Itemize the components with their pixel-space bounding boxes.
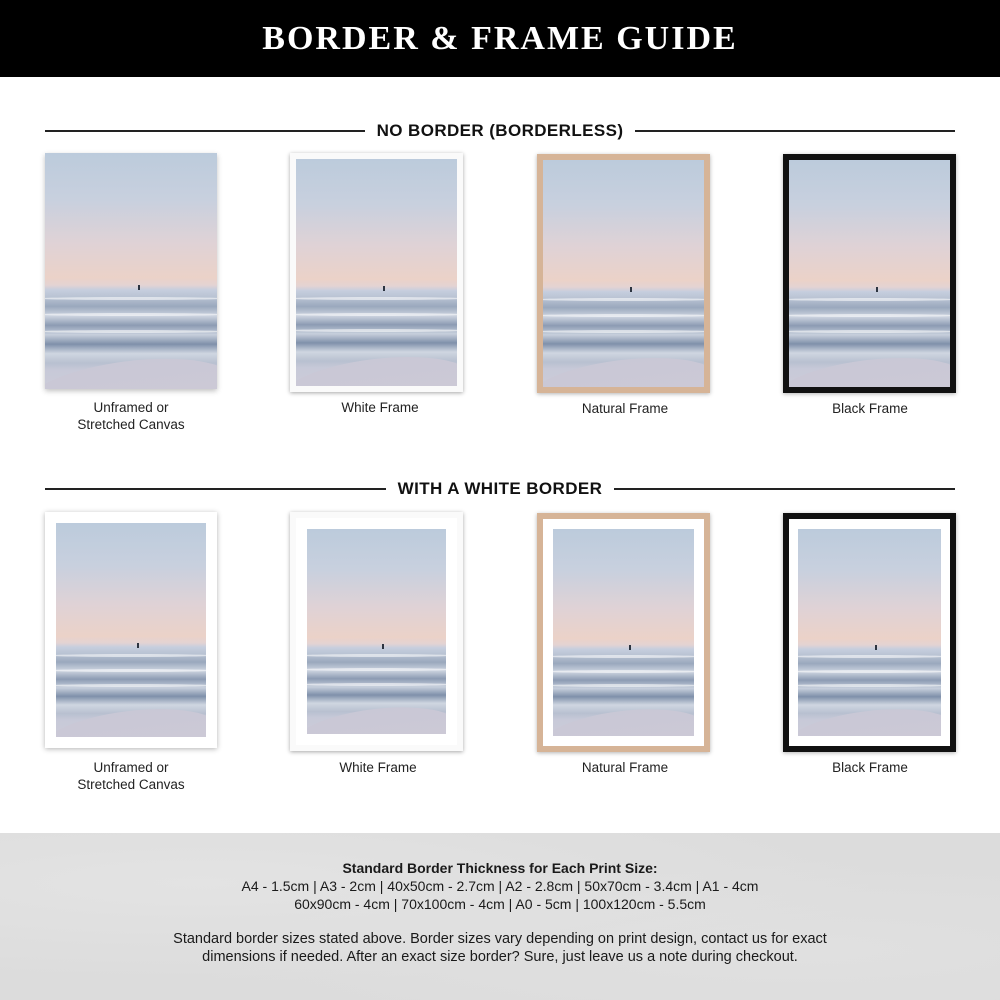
sizes-line-2: 60x90cm - 4cm | 70x100cm - 4cm | A0 - 5cm | 100x120cm - 5.5cm — [294, 896, 706, 912]
caption-black-frame: Black Frame — [832, 760, 908, 775]
sizes-line-1: A4 - 1.5cm | A3 - 2cm | 40x50cm - 2.7cm | A2 - 2.8cm | 50x70cm - 3.4cm | A1 - 4cm — [241, 878, 759, 894]
caption-black-frame: Black Frame — [832, 401, 908, 416]
beach-photo — [789, 160, 950, 387]
beach-photo — [307, 529, 446, 734]
beach-photo — [798, 529, 941, 736]
section-heading-borderless — [45, 119, 955, 143]
section-title: WITH A WHITE BORDER — [397, 479, 603, 498]
footer-title: Standard Border Thickness for Each Print Size: — [342, 860, 658, 876]
caption-white-frame: White Frame — [339, 760, 417, 775]
print-white-frame-borderless — [290, 153, 463, 392]
caption-unframed: Unframed or Stretched Canvas — [77, 760, 185, 792]
beach-photo — [45, 153, 217, 389]
print-unframed-white-border — [45, 512, 217, 748]
divider — [45, 488, 386, 490]
caption-white-frame: White Frame — [341, 400, 419, 415]
caption-unframed: Unframed or Stretched Canvas — [77, 400, 185, 432]
print-natural-frame-white-border — [537, 513, 710, 752]
divider — [635, 130, 955, 132]
page-header — [0, 0, 1000, 77]
print-unframed-borderless — [45, 153, 217, 389]
beach-photo — [56, 523, 206, 737]
caption-natural-frame: Natural Frame — [581, 760, 669, 775]
divider — [614, 488, 955, 490]
caption-natural-frame: Natural Frame — [581, 401, 669, 416]
border-thickness-footer — [0, 833, 1000, 1000]
page-title: BORDER & FRAME GUIDE — [262, 19, 738, 57]
beach-photo — [543, 160, 704, 387]
print-black-frame-borderless — [783, 154, 956, 393]
note-line-1: Standard border sizes stated above. Border sizes vary depending on print design, contact us for exact — [173, 931, 827, 947]
print-white-frame-white-border — [290, 512, 463, 751]
section-title: NO BORDER (BORDERLESS) — [376, 121, 624, 140]
print-black-frame-white-border — [783, 513, 956, 752]
divider — [45, 130, 365, 132]
beach-photo — [296, 159, 457, 386]
beach-photo — [553, 529, 694, 736]
section-heading-white-border — [45, 477, 955, 501]
note-line-2: dimensions if needed. After an exact size border? Sure, just leave us a note during checkout. — [202, 949, 798, 965]
print-natural-frame-borderless — [537, 154, 710, 393]
